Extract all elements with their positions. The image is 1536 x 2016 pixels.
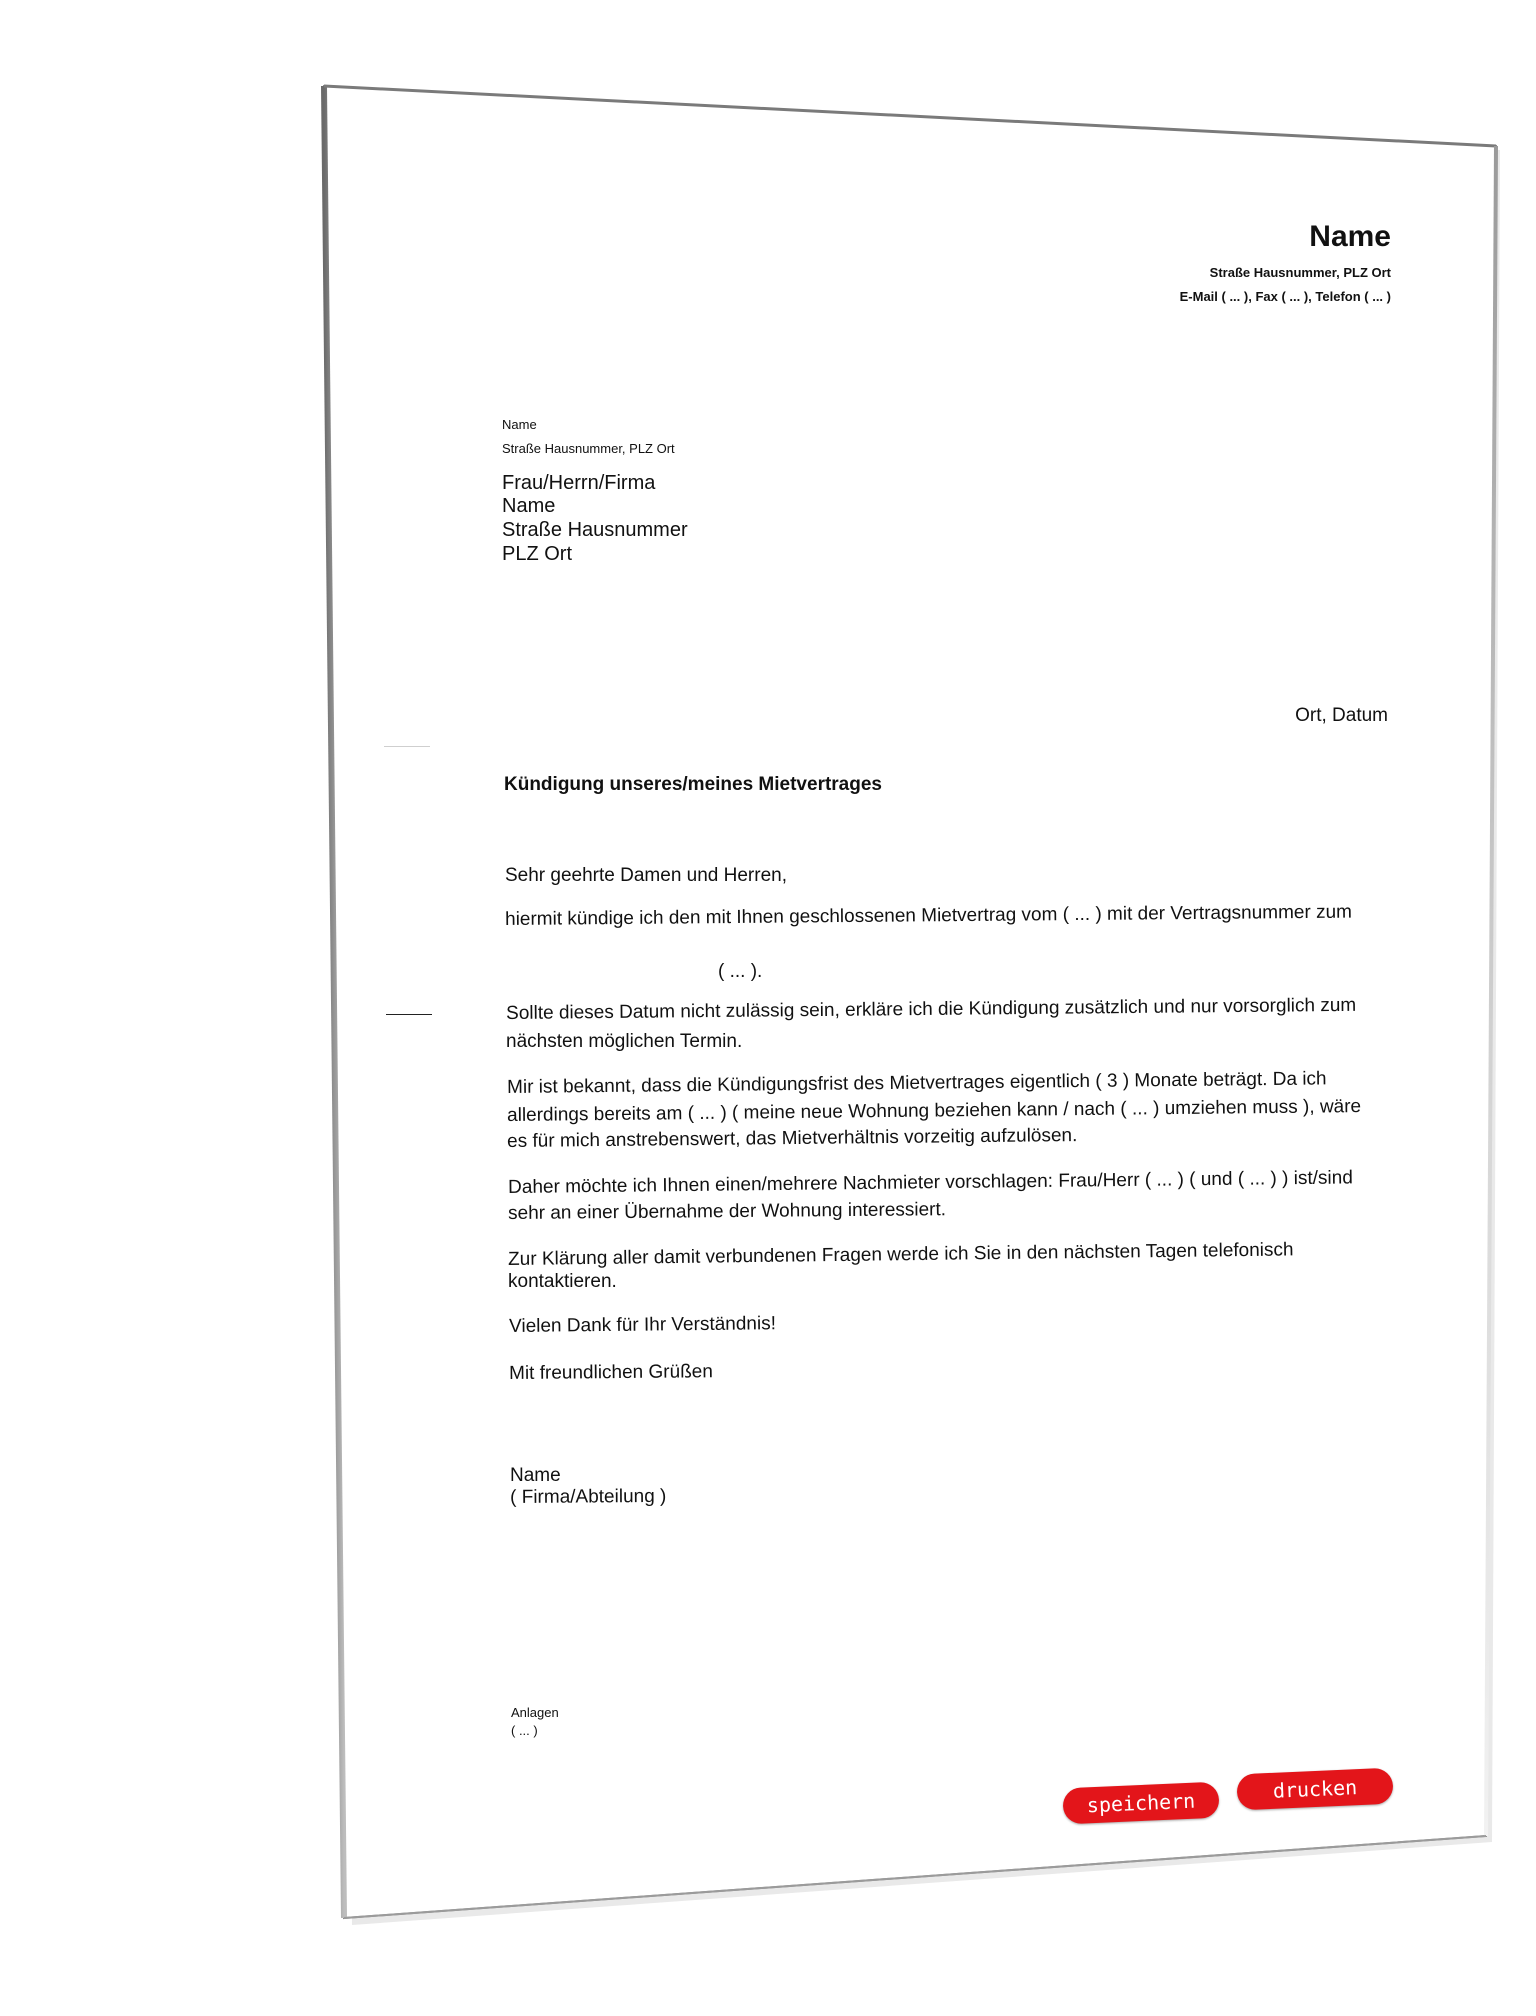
signature-department: ( Firma/Abteilung ) (509, 1485, 667, 1508)
save-button[interactable]: speichern (1062, 1782, 1219, 1825)
paragraph-1-line-2: ( ... ). (718, 961, 763, 982)
recipient-salutation: Frau/Herrn/Firma (502, 472, 656, 494)
letter-closing: Mit freundlichen Grüßen (508, 1361, 713, 1384)
return-address-name: Name (502, 417, 537, 432)
paragraph-4-line-1: Daher möchte ich Ihnen einen/mehrere Nachmieter vorschlagen: Frau/Herr ( ... ) ( und ( ... ) ) ist/sind (507, 1167, 1353, 1198)
recipient-city: PLZ Ort (502, 543, 573, 565)
paragraph-4-line-2: sehr an einer Übernahme der Wohnung interessiert. (507, 1199, 947, 1224)
paragraph-5-line-2: kontaktieren. (508, 1271, 617, 1292)
letter-greeting: Sehr geehrte Damen und Herren, (505, 865, 787, 886)
return-address-street: Straße Hausnummer, PLZ Ort (502, 441, 675, 456)
paragraph-5-line-1: Zur Klärung aller damit verbundenen Fragen werde ich Sie in den nächsten Tagen telefonisch (507, 1239, 1294, 1270)
attachments-label: Anlagen (511, 1705, 559, 1720)
fold-mark-middle (386, 1014, 432, 1015)
paragraph-2-line-2: nächsten möglichen Termin. (506, 1031, 743, 1052)
recipient-name: Name (502, 495, 556, 517)
paragraph-1-line-1: hiermit kündige ich den mit Ihnen geschlossenen Mietvertrag vom ( ... ) mit der Vertragsnummer zum (504, 901, 1353, 930)
paragraph-3-line-1: Mir ist bekannt, dass die Kündigungsfrist des Mietvertrages eigentlich ( 3 ) Monate beträgt. Da ich (506, 1068, 1327, 1098)
place-date: Ort, Datum (1295, 705, 1388, 726)
recipient-street: Straße Hausnummer (502, 519, 688, 541)
letter-subject: Kündigung unseres/meines Mietvertrages (504, 774, 882, 795)
sender-contact: E-Mail ( ... ), Fax ( ... ), Telefon ( ... ) (1179, 289, 1391, 304)
signature-name: Name (510, 1465, 561, 1486)
letter-thanks: Vielen Dank für Ihr Verständnis! (508, 1313, 777, 1337)
sender-name: Name (1309, 220, 1391, 253)
sender-address: Straße Hausnummer, PLZ Ort (1209, 265, 1391, 280)
fold-mark-top (384, 746, 430, 747)
attachments-value: ( ... ) (511, 1723, 538, 1738)
paragraph-3-line-3: es für mich anstrebenswert, das Mietverhältnis vorzeitig aufzulösen. (506, 1125, 1078, 1152)
print-button[interactable]: drucken (1236, 1768, 1393, 1811)
paragraph-3-line-2: allerdings bereits am ( ... ) ( meine neue Wohnung beziehen kann / nach ( ... ) umziehen muss ), wäre (506, 1096, 1362, 1126)
paragraph-2-line-1: Sollte dieses Datum nicht zulässig sein, erkläre ich die Kündigung zusätzlich und nur vorsorglich zum (505, 994, 1357, 1024)
